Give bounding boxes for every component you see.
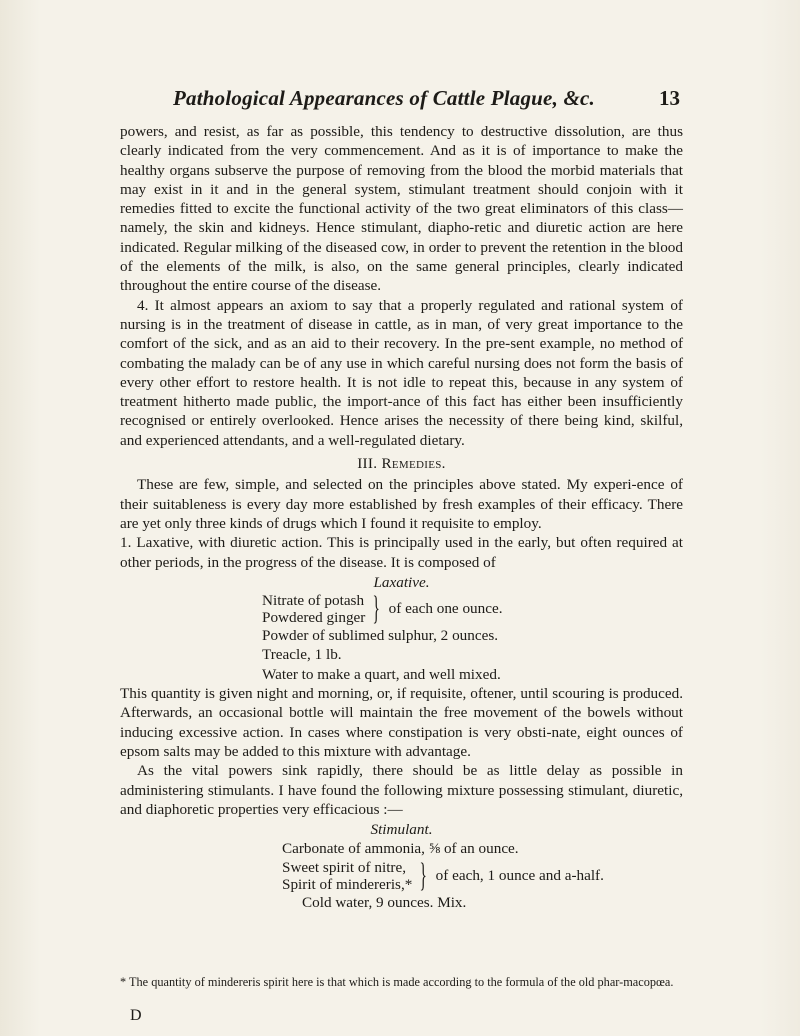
paragraph: This quantity is given night and morning, or, if requisite, oftener, until scouring is produced. Afterwards, an occasional bottle will maintain the free movement of the bowels without inducing excessive action. In cases where constipation is very obsti-nate, eight ounces of epsom salts may be added to this mixture with advantage. [120,685,683,760]
body-text [120,122,683,912]
paragraph: 1. Laxative, with diuretic action. This is principally used in the early, but often required at other periods, in the progress of the disease. It is composed of [120,534,683,571]
section-heading [120,454,683,473]
brace-group [262,592,683,626]
ingredient: Powder of sublimed sulphur, 2 ounces. [262,627,499,645]
ingredient: Water to make a quart, and well mixed. [262,665,501,683]
recipe-formula [120,839,683,912]
laxative-recipe [120,573,683,684]
signature-mark: D [130,1007,142,1024]
footnote: * The quantity of mindereris spirit here is that which is made according to the formula of the old phar-macopœa. [120,975,674,989]
ingredient: Carbonate of ammonia, ⅝ of an ounce. [282,840,519,858]
stimulant-recipe [120,820,683,912]
ingredient: Spirit of mindereris,* [282,875,413,893]
running-head: Pathological Appearances of Cattle Plague, &c. [173,86,595,110]
paragraph: These are few, simple, and selected on the principles above stated. My experi-ence of their suitableness is every day more established by fresh examples of their efficacy. There are yet only three kinds of drugs which I found it requisite to employ. [120,476,683,532]
ingredient: Sweet spirit of nitre, [282,858,407,876]
paragraph: 4. It almost appears an axiom to say that a properly regulated and rational system of nursing is in the treatment of disease in cattle, as in man, of very great importance to the comfort of the sick, and as an aid to their recovery. In the pre-sent example, no method of combating the malady can be of any use in which careful nursing does not form the basis of every other effort to restore health. It is not idle to repeat this, because in any system of treatment hitherto made public, the import-ance of this fact has either been insufficiently recognised or entirely overlooked. Hence arises the necessity of there being kind, skilful, and experienced attendants, and a well-regulated dietary. [120,296,683,449]
ingredient: Nitrate of potash [262,592,365,610]
recipe-title: Laxative. [373,573,430,591]
recipe-title: Stimulant. [370,821,433,839]
brace-icon: } [419,856,428,894]
ingredient: Powdered ginger [262,609,366,627]
page-number: 13 [659,86,680,110]
ingredient: Treacle, 1 lb. [262,646,342,664]
section-title: Remedies. [381,455,446,473]
quantity-note: of each, 1 ounce and a-half. [435,867,604,885]
recipe-formula [120,592,683,684]
section-number: III. [357,455,378,473]
paragraph: powers, and resist, as far as possible, this tendency to destructive dissolution, are thus clearly indicated from the very commencement. And as it is of importance to make the healthy organs subserve the purpose of removing from the blood the morbid materials that may exist in it and in the general system, stimulant treatment should conjoin with it remedies fitted to excite the functional activity of the two great eliminators of this class—namely, the skin and kidneys. Hence stimulant, diapho-retic and diuretic action are here indicated. Regular milking of the diseased cow, in order to prevent the retention in the blood of the elements of the milk, is also, on the same general principles, clearly indicated throughout the entire course of the disease. [120,123,683,295]
paragraph: As the vital powers sink rapidly, there should be as little delay as possible in administering stimulants. I have found the following mixture possessing stimulant, diuretic, and diaphoretic properties very efficacious :— [120,762,683,818]
brace-group [282,856,683,894]
ingredient: Cold water, 9 ounces. Mix. [302,893,467,911]
quantity-note: of each one ounce. [388,600,503,618]
brace-icon: } [372,590,381,628]
